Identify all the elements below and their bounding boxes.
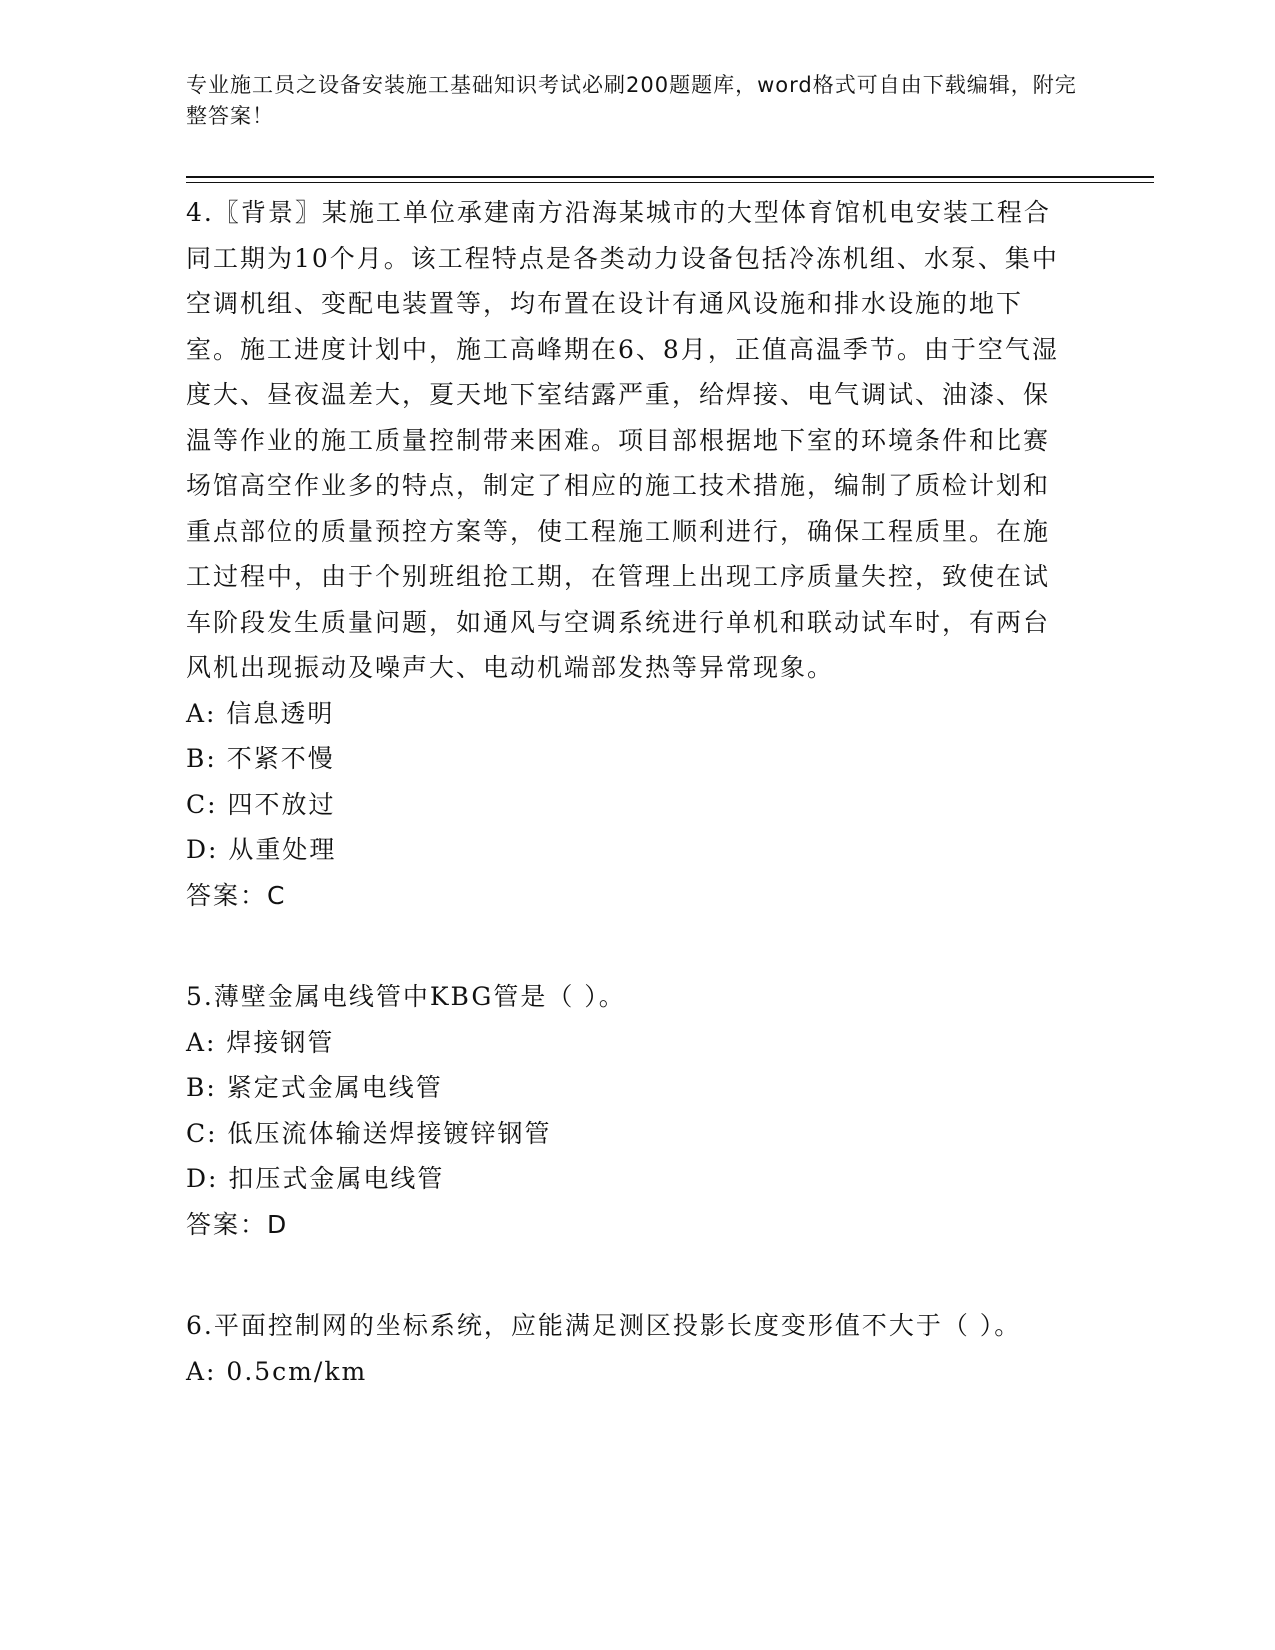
question-text: 6.平面控制网的坐标系统，应能满足测区投影长度变形值不大于（ ）。 [186,1311,1022,1340]
option-c: C: 四不放过 [186,789,336,819]
question-text: 5.薄壁金属电线管中KBG管是（ ）。 [186,982,626,1011]
option-d: D: 从重处理 [186,835,337,864]
header-rule-thin [186,182,1154,183]
question-spacer [186,918,1066,974]
question-4 [186,190,1066,918]
option-d: D: 扣压式金属电线管 [186,1164,445,1193]
question-text: 4.〖背景〗某施工单位承建南方沿海某城市的大型体育馆机电安装工程合同工期为10个月。该工程特点是各类动力设备包括冷冻机组、水泵、集中空调机组、变配电装置等，均布置在设计有通风设施和排水设施的地下室。施工进度计划中，施工高峰期在6、8月，正值高温季节。由于空气湿度大、昼夜温差大，夏天地下室结露严重，给焊接、电气调试、油漆、保温等作业的施工质量控制带来困难。项目部根据地下室的环境条件和比赛场馆高空作业多的特点，制定了相应的施工技术措施，编制了质检计划和重点部位的质量预控方案等，使工程施工顺利进行，确保工程质里。在施工过程中，由于个别班组抢工期，在管理上出现工序质量失控，致使在试车阶段发生质量问题，如通风与空调系统进行单机和联动试车时，有两台风机出现振动及噪声大、电动机端部发热等异常现象。 [186,198,1059,682]
answer-label: 答案：C [186,880,287,910]
answer-label: 答案：D [186,1209,289,1239]
option-a: A: 信息透明 [186,698,335,728]
question-5 [186,974,1066,1247]
option-c: C: 低压流体输送焊接镀锌钢管 [186,1118,552,1148]
option-b: B: 不紧不慢 [186,744,335,773]
header-title: 专业施工员之设备安装施工基础知识考试必刷200题题库，word格式可自由下载编辑，附完整答案！ [186,73,1077,128]
option-a: A: 焊接钢管 [186,1027,335,1057]
option-a: A: 0.5cm/km [186,1356,368,1386]
question-list [186,190,1066,1394]
question-spacer [186,1247,1066,1303]
document-header [186,70,1086,132]
header-rule-thick [186,176,1154,178]
option-b: B: 紧定式金属电线管 [186,1073,443,1102]
question-6 [186,1303,1066,1394]
